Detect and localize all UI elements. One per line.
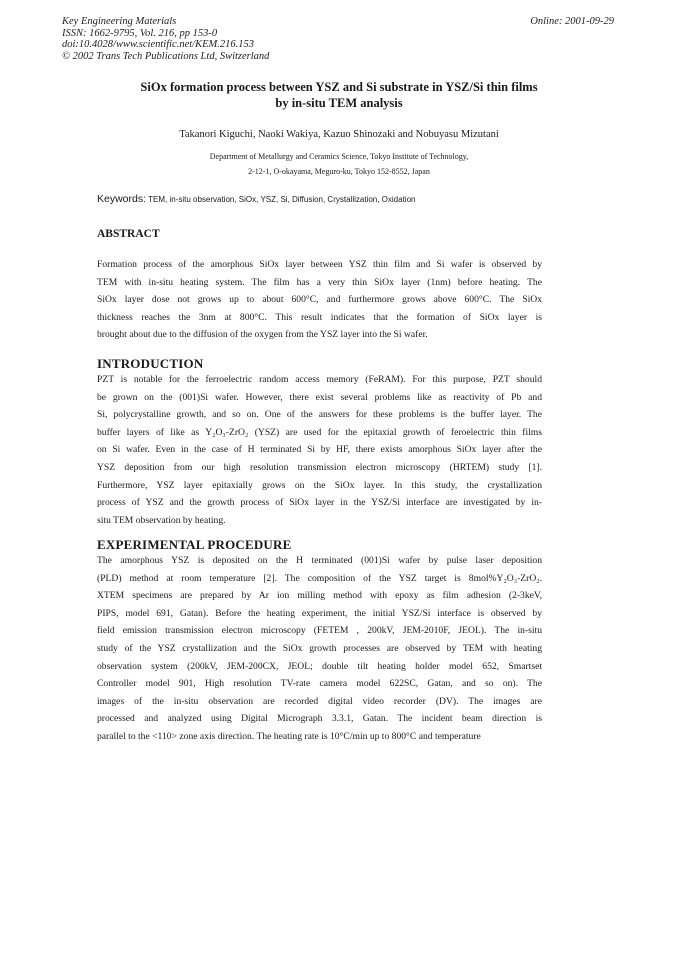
keywords-value: TEM, in-situ observation, SiOx, YSZ, Si, Diffusion, Crystallization, Oxidation: [148, 195, 416, 204]
abstract-line: brought about due to the diffusion of the oxygen from the YSZ layer into the Si wafer.: [97, 329, 428, 341]
experimental-line: The amorphous YSZ is deposited on the H terminated (001)Si wafer by pulse laser deposition: [97, 555, 542, 566]
abstract-line: Formation process of the amorphous SiOx layer between YSZ thin film and Si wafer is observed by: [97, 259, 542, 270]
introduction-line: YSZ deposition from our high resolution transmission electron microscopy (HRTEM) study [1].: [97, 461, 542, 473]
introduction-line: Si, polycrystalline growth, and so on. One of the answers for these problems is the buffer layer. The: [97, 409, 542, 421]
doi-line: doi:10.4028/www.scientific.net/KEM.216.153: [62, 39, 254, 50]
keywords-label: Keywords:: [97, 193, 147, 205]
introduction-line: Furthermore, YSZ layer epitaxially grows on the SiOx layer. In this study, the crystallization: [97, 479, 542, 491]
abstract-line: SiOx layer dose not grows up to about 600°C, and furthermore grows above 600°C. The SiOx: [97, 294, 542, 306]
affiliation: [70, 149, 608, 179]
abstract-heading: ABSTRACT: [97, 228, 160, 240]
introduction-line: situ TEM observation by heating.: [97, 514, 226, 526]
abstract-body: [97, 256, 542, 344]
experimental-line: XTEM specimens are prepared by Ar ion milling method with epoxy as film adhesion (2-3keV,: [97, 590, 542, 602]
paper-title: [70, 79, 608, 111]
journal-name: Key Engineering Materials: [62, 16, 177, 27]
experimental-line: study of the YSZ crystallization and the SiOx growth processes are observed by TEM with heating: [97, 642, 542, 654]
experimental-line: parallel to the <110> zone axis direction. The heating rate is 10°C/min up to 800°C and temperature: [97, 730, 481, 742]
introduction-line: PZT is notable for the ferroelectric random access memory (FeRAM). For this purpose, PZT should: [97, 374, 542, 385]
experimental-heading: EXPERIMENTAL PROCEDURE: [97, 537, 292, 552]
journal-header: [62, 16, 269, 62]
introduction-line: on Si wafer. Even in the case of H terminated Si by HF, there exists amorphous SiOx layer after the: [97, 444, 542, 456]
introduction-body: [97, 371, 542, 529]
abstract-line: TEM with in-situ heating system. The film has a very thin SiOx layer (1nm) before heating. The: [97, 276, 542, 288]
copyright-line: © 2002 Trans Tech Publications Ltd, Switzerland: [62, 50, 270, 62]
issn-line: ISSN: 1662-9795, Vol. 216, pp 153-0: [62, 27, 218, 39]
title-line-2: by in-situ TEM analysis: [275, 96, 403, 110]
keywords: [97, 193, 415, 205]
introduction-line: buffer layers of like as Y₂O₃-ZrO₂ (YSZ) are used for the epitaxial growth of feroelectric thin films: [97, 426, 542, 438]
experimental-line: images of the in-situ observation are recorded digital video recorder (DV). The images are: [97, 695, 542, 707]
experimental-line: observation system (200kV, JEM-200CX, JEOL; double tilt heating holder model 652, Smartset: [97, 660, 542, 672]
title-line-1: SiOx formation process between YSZ and Si substrate in YSZ/Si thin films: [140, 80, 538, 94]
author-list: Takanori Kiguchi, Naoki Wakiya, Kazuo Shinozaki and Nobuyasu Mizutani: [179, 129, 499, 140]
abstract-line: thickness reaches the 3nm at 800°C. This result indicates that the formation of SiOx layer is: [97, 311, 542, 323]
experimental-line: PIPS, model 691, Gatan). Before the heating experiment, the initial YSZ/Si interface is observed by: [97, 607, 542, 619]
experimental-line: (PLD) method at room temperature [2]. The composition of the YSZ target is 8mol%Y₂O₃-ZrO₂.: [97, 572, 542, 584]
experimental-body: [97, 552, 542, 746]
affiliation-line-2: 2-12-1, O-okayama, Meguro-ku, Tokyo 152-8552, Japan: [248, 167, 430, 176]
experimental-line: processed and analyzed using Digital Micrograph 3.3.1, Gatan. The incident beam direction is: [97, 713, 542, 725]
online-date: Online: 2001-09-29: [530, 16, 614, 27]
introduction-line: be grown on the (001)Si wafer. However, there exist several problems like as reactivity of Pb and: [97, 391, 542, 403]
affiliation-line-1: Department of Metallurgy and Ceramics Science, Tokyo Institute of Technology,: [209, 152, 469, 161]
experimental-line: Controller model 901, High resolution TV-rate camera model 622SC, Gatan, and so on). The: [97, 678, 542, 690]
experimental-line: field emission transmission electron microscopy (FETEM , 200kV, JEM-2010F, JEOL). The in-situ: [97, 625, 542, 637]
introduction-line: process of YSZ and the growth process of SiOx layer in the YSZ/Si interface are investigated by in-: [97, 497, 542, 509]
introduction-heading: INTRODUCTION: [97, 356, 204, 371]
